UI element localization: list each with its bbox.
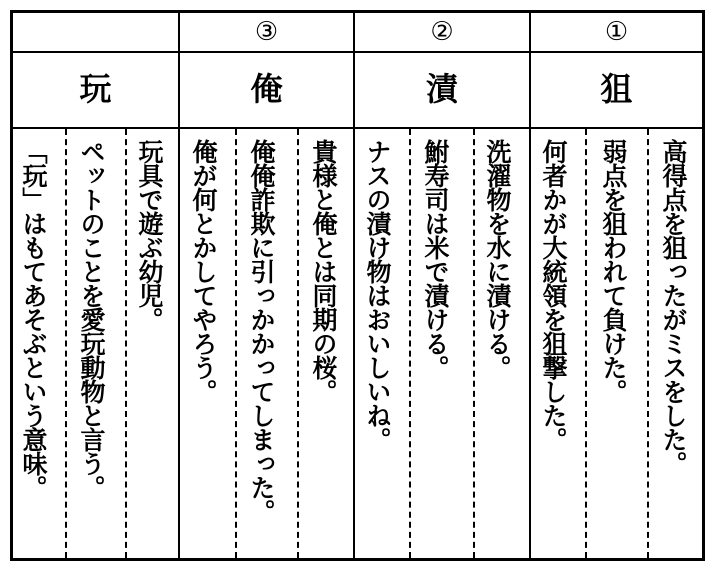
sentence-tsuke-1: 洗濯物を水に漬ける。 [483,139,512,379]
sentence-nera-3: 何者かが大統領を狙撃した。 [539,139,568,451]
sentence-area [13,129,702,558]
sentence-nera-2: 弱点を狙われて負けた。 [599,139,628,403]
sentence-gan-2: ペットのことを愛玩動物と言う。 [77,139,106,499]
kanji-header-nera: 狙 [600,70,633,108]
sentence-tsuke-2: 鮒寿司は米で漬ける。 [421,139,450,379]
section-number-3: ③ [254,17,279,47]
kanji-header-gan: 玩 [79,70,112,108]
section-number-2: ② [430,17,454,47]
sentence-gan-1: 玩具で遊ぶ幼児。 [135,139,164,331]
sentence-tsuke-3: ナスの漬け物はおいしいね。 [363,139,392,451]
sentence-ore-3: 俺が何とかしてやろう。 [189,139,218,403]
kanji-worksheet [10,10,705,561]
kanji-header-ore: 俺 [250,70,283,108]
sentence-nera-1: 高得点を狙ったがミスをした。 [659,139,688,475]
row-divider [13,51,702,53]
kanji-header-tsuke: 漬 [425,70,458,108]
sentence-ore-1: 貴様と俺とは同期の桜。 [309,139,338,403]
section-number-1: ① [604,17,629,47]
sentence-ore-2: 俺俺詐欺に引っかかってしまった。 [247,139,276,523]
sentence-gan-3: 「玩」はもてあそぶという意味。 [19,139,48,499]
